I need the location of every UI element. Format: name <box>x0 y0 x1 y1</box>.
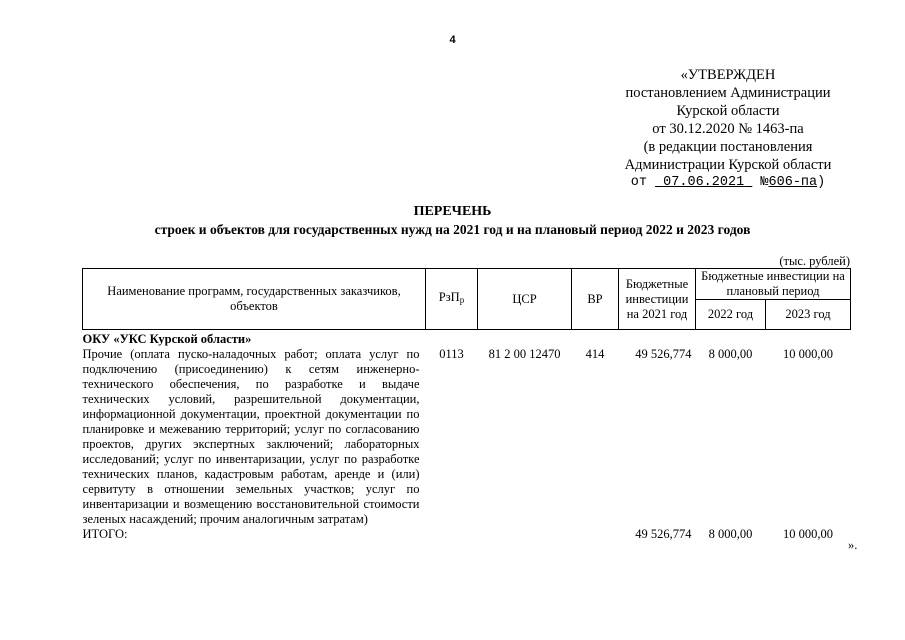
approval-line-1: «УТВЕРЖДЕН <box>680 67 776 83</box>
total-label: ИТОГО: <box>82 527 128 541</box>
document-title: ПЕРЕЧЕНЬ <box>413 204 492 219</box>
approval-line-6: Администрации Курской области <box>624 157 832 173</box>
total-row <box>83 527 851 542</box>
number-prefix: № <box>760 175 769 190</box>
header-rzpr: РзП$_р$ <box>426 269 478 330</box>
table-row <box>83 347 851 527</box>
owner-name: ОКУ «УКС Курской области» <box>82 332 252 346</box>
amendment-date-line <box>598 174 858 192</box>
owner-row <box>83 330 851 348</box>
investment-table <box>82 268 851 542</box>
close-paren: ) <box>817 175 826 190</box>
header-vr: ВР <box>572 269 619 330</box>
row-rzpr: 0113 <box>439 347 464 361</box>
header-2022: 2022 год <box>696 300 766 330</box>
header-name: Наименование программ, государственных заказчиков, объектов <box>83 269 426 330</box>
amendment-number: 606-па <box>768 175 818 190</box>
header-investments-2021: Бюджетные инвестиции на 2021 год <box>619 269 696 330</box>
approval-line-4: от 30.12.2020 № 1463-па <box>652 121 804 137</box>
total-investments-2023: 10 000,00 <box>783 527 833 541</box>
row-investments-2022: 8 000,00 <box>708 347 753 361</box>
header-csr: ЦСР <box>478 269 572 330</box>
amendment-date: 07.06.2021 <box>663 175 745 190</box>
header-2023: 2023 год <box>766 300 851 330</box>
row-vr: 414 <box>585 347 605 361</box>
row-description: Прочие (оплата пуско-наладочных работ; оплата услуг по подключению (присоединению) к сетям инженерно-технического обеспечения, по разработке и выдаче технических условий, разрешительной документации, информационной документации, проектной документации по планировке и межеванию территорий; услуг по согласованию проектов, других экспертных заключений; лабораторных исследований; услуг по инвентаризации, услуг по разработке технических планов, кадастровым работам, аренде и (или) сервитуту в отношении земельных участков; услуг по инвентаризации и возмещению восстановительной стоимости зеленых насаждений; прочим аналогичным затратам) <box>82 347 420 526</box>
total-investments-2021: 49 526,774 <box>635 527 692 541</box>
page-number: 4 <box>449 34 456 46</box>
closing-quote-mark: ». <box>848 538 858 552</box>
document-subtitle: строек и объектов для государственных нужд на 2021 год и на плановый период 2022 и 2023 годов <box>154 222 751 237</box>
row-investments-2021: 49 526,774 <box>635 347 692 361</box>
row-csr: 81 2 00 12470 <box>488 347 561 361</box>
total-investments-2022: 8 000,00 <box>708 527 753 541</box>
date-prefix: от <box>630 175 647 190</box>
header-planned-period: Бюджетные инвестиции на плановый период <box>696 269 851 300</box>
approval-line-2: постановлением Администрации <box>625 85 831 101</box>
approval-stamp <box>598 66 858 192</box>
approval-line-5: (в редакции постановления <box>643 139 813 155</box>
units-note: (тыс. рублей) <box>779 254 850 268</box>
row-investments-2023: 10 000,00 <box>783 347 833 361</box>
approval-line-3: Курской области <box>676 103 780 119</box>
